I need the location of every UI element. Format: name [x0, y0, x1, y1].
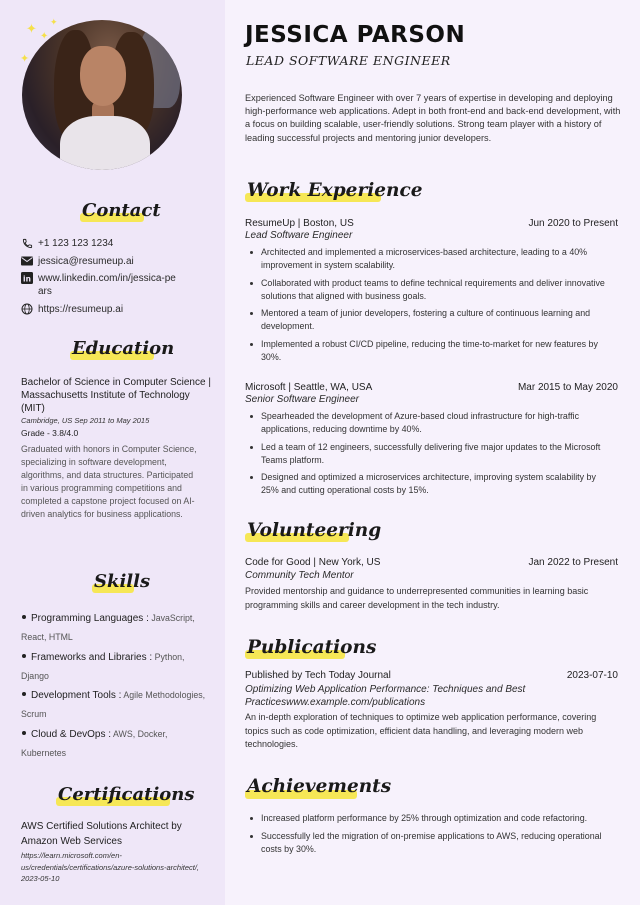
achievement-bullets	[245, 812, 615, 860]
job-dates: Jun 2020 to Present	[528, 218, 618, 229]
skill-item: Programming Languages : JavaScript, React, HTML	[21, 613, 195, 642]
job-bullets	[245, 246, 615, 368]
education-grade: Grade - 3.8/4.0	[21, 428, 79, 438]
phone-text[interactable]: +1 123 123 1234	[38, 238, 114, 249]
contact-website	[21, 303, 201, 316]
publication-date: 2023-07-10	[566, 670, 618, 681]
list-item: Led a team of 12 engineers, successfully delivering five major updates to the Microsoft Teams platform.	[245, 441, 615, 467]
volunteering-role: Community Tech Mentor	[245, 570, 354, 581]
publications-title: Publications	[247, 637, 377, 658]
volunteering-description: Provided mentorship and guidance to underrepresented communities in learning basic programming skills and career development in the tech industry.	[245, 586, 589, 610]
sidebar	[0, 0, 225, 905]
volunteering-org: Code for Good | New York, US	[245, 557, 381, 568]
volunteering-title: Volunteering	[247, 520, 382, 541]
list-item: Increased platform performance by 25% through optimization and code refactoring.	[245, 812, 615, 825]
publication-description: An in-depth exploration of techniques to optimize web application performance, covering topics such as code optimization, efficient data handling, and leveraging modern web technologies.	[245, 712, 597, 749]
skill-item: Development Tools : Agile Methodologies, Scrum	[21, 690, 206, 719]
publication-publisher: Published by Tech Today Journal	[245, 670, 391, 681]
list-item: Spearheaded the development of Azure-based cloud infrastructure for high-traffic applications, reducing downtime by 40%.	[245, 410, 615, 436]
contact-title: Contact	[82, 200, 161, 221]
linkedin-link[interactable]: www.linkedin.com/in/jessica-pe ars	[38, 273, 176, 297]
candidate-name: JESSICA PARSON	[245, 22, 466, 48]
sparkle-icon: ✦	[20, 53, 30, 65]
list-item: Architected and implemented a microservices-based architecture, leading to a 40% improvement in system scalability.	[245, 246, 615, 272]
sparkle-icon: ✦	[26, 21, 37, 36]
list-item: Implemented a robust CI/CD pipeline, reducing the time-to-market for new features by 30%.	[245, 338, 615, 364]
education-meta: Cambridge, US Sep 2011 to May 2015	[21, 416, 150, 425]
certification-link[interactable]: https://learn.microsoft.com/en-us/credentials/certifications/azure-solutions-architect/, 2023-05-10	[21, 851, 199, 883]
profile-summary: Experienced Software Engineer with over 7 years of expertise in developing and deploying high-performance web applications. Adept in both front-end and back-end development, with a focus on building scalable, user-friendly solutions. Strong team player with a history of leading successful projects and mentoring junior developers.	[245, 93, 621, 143]
phone-icon	[21, 237, 33, 249]
linkedin-icon	[21, 272, 33, 284]
contact-phone	[21, 237, 201, 250]
certifications-title: Certifications	[58, 784, 195, 805]
candidate-role: LEAD SOFTWARE ENGINEER	[246, 53, 451, 68]
education-degree: Bachelor of Science in Computer Science | Massachusetts Institute of Technology (MIT)	[21, 377, 211, 414]
contact-linkedin	[21, 272, 201, 298]
skill-item: Frameworks and Libraries : Python, Django	[21, 652, 185, 681]
profile-photo	[18, 18, 183, 173]
website-link[interactable]: https://resumeup.ai	[38, 304, 124, 315]
list-item: Collaborated with product teams to define technical requirements and deliver innovative solutions that aligned with business goals.	[245, 277, 615, 303]
globe-icon	[21, 303, 33, 315]
job-header	[245, 382, 618, 393]
svg-text:in: in	[23, 274, 31, 284]
publication-header	[245, 670, 618, 681]
job-bullets	[245, 410, 615, 502]
sparkle-icon: ✦	[50, 17, 58, 27]
achievements-title: Achievements	[247, 776, 392, 797]
main-content	[225, 0, 640, 905]
job-dates: Mar 2015 to May 2020	[517, 382, 618, 393]
volunteering-dates: Jan 2022 to Present	[528, 557, 618, 568]
contact-email	[21, 255, 201, 268]
mail-icon	[21, 255, 33, 267]
job-role: Lead Software Engineer	[245, 230, 353, 241]
skill-item: Cloud & DevOps : AWS, Docker, Kubernetes	[21, 729, 168, 758]
list-item: Mentored a team of junior developers, fostering a culture of continuous learning and development.	[245, 307, 615, 333]
publication-paper[interactable]: Optimizing Web Application Performance: Techniques and Best Practiceswww.example.com/publications	[245, 684, 526, 708]
certification-name: AWS Certified Solutions Architect by Amazon Web Services	[21, 821, 182, 847]
education-description: Graduated with honors in Computer Science, specializing in software development, algorithms, and data structures. Participated in various programming competitions and completed a capstone project focused on AI-driven analytics for business applications.	[21, 444, 197, 519]
avatar	[22, 17, 182, 170]
list-item: Designed and optimized a microservices architecture, improving system scalability by 25% and cutting operational costs by 15%.	[245, 471, 615, 497]
email-link[interactable]: jessica@resumeup.ai	[38, 256, 134, 267]
skills-title: Skills	[94, 571, 151, 592]
job-company: ResumeUp | Boston, US	[245, 218, 354, 229]
job-role: Senior Software Engineer	[245, 394, 359, 405]
volunteering-header	[245, 557, 618, 568]
job-company: Microsoft | Seattle, WA, USA	[245, 382, 373, 393]
education-title: Education	[72, 338, 175, 359]
sparkle-icon: ✦	[40, 31, 49, 42]
job-header	[245, 218, 618, 229]
list-item: Successfully led the migration of on-premise applications to AWS, reducing operational costs by 30%.	[245, 830, 615, 856]
work-experience-title: Work Experience	[247, 180, 423, 201]
